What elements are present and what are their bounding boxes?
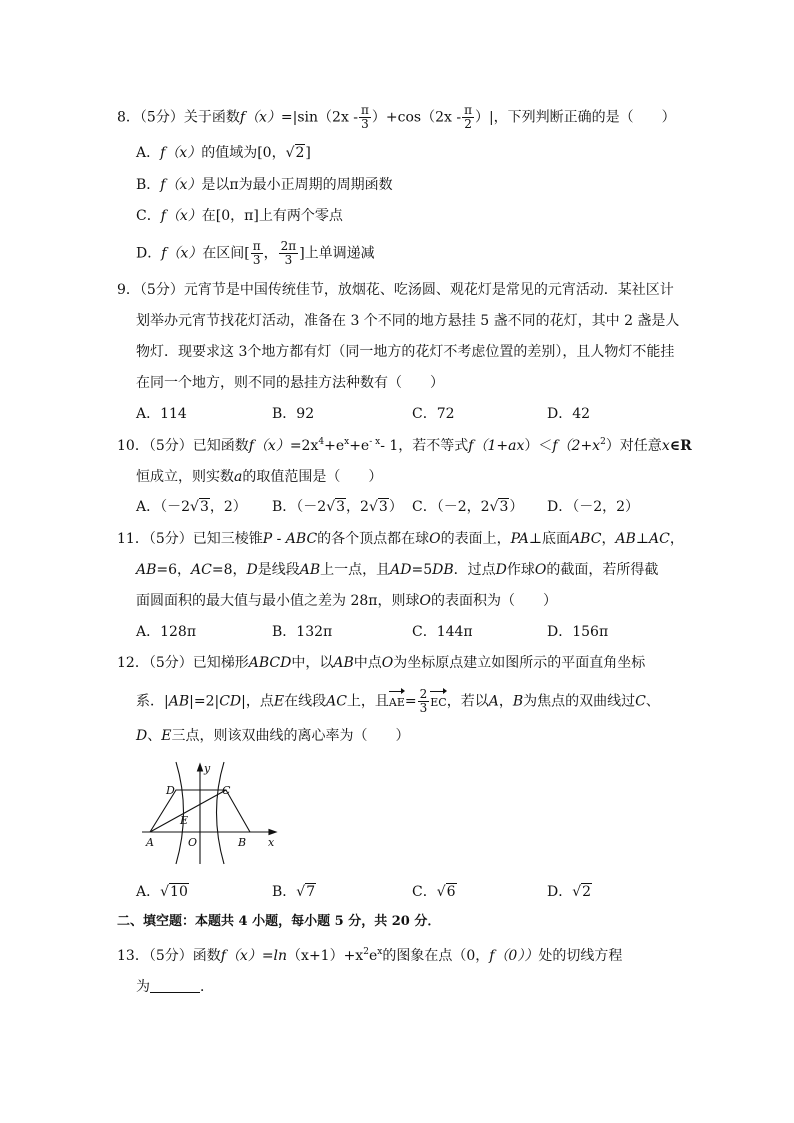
exponent: 2 [363, 947, 369, 957]
math-term: AB [615, 531, 636, 547]
vector-ae: AE [389, 693, 405, 713]
option-text: C．（－2，2 [412, 499, 490, 515]
exponent: - x [369, 437, 381, 447]
stem-text: 的各个顶点都在球 [317, 531, 430, 547]
math-term: A [488, 693, 499, 710]
stem-text: 、 [645, 693, 660, 710]
function-name: f（x） [160, 208, 202, 224]
q11-option-b: B．132π [272, 624, 333, 640]
q11-number: 11．（5分）已知三棱锥 [117, 531, 263, 547]
option-text: ） [388, 499, 403, 515]
q11-stem-line2 [136, 560, 658, 580]
stem-text: |=2| [189, 693, 220, 710]
label-b: B [238, 836, 247, 849]
stem-text: ，若以 [446, 693, 489, 710]
stem-text: ， [498, 693, 513, 710]
option-text: ] [305, 145, 311, 161]
math-term: CD [219, 693, 242, 710]
sqrt: √3 [368, 499, 388, 515]
stem-text: 作球 [506, 562, 535, 578]
sqrt: √10 [160, 884, 188, 900]
math-term: AC [326, 693, 347, 710]
variable: a [234, 469, 243, 485]
sqrt: √2 [572, 884, 592, 900]
stem-text: 系．| [136, 693, 169, 710]
option-letter: B． [272, 884, 297, 900]
expr-part: e [368, 948, 378, 964]
q9-stem-line1: 9．（5分）元宵节是中国传统佳节，放烟花、吃汤圆、观花灯是常见的元宵活动．某社区计 [117, 282, 674, 298]
expr-part: 处的切线方程 [538, 948, 623, 964]
expr-part: = [261, 948, 274, 964]
label-y: y [204, 762, 211, 775]
stem-text: ， [601, 531, 616, 547]
stem-text: ．过点 [453, 562, 496, 578]
expr-part: ）对任意 [605, 438, 662, 454]
fraction [251, 240, 263, 267]
fraction [279, 240, 299, 267]
stem-text: 的取值范围是（ ） [242, 469, 383, 485]
q9-option-b: B．92 [272, 406, 315, 422]
separator: ， [263, 245, 278, 262]
expr-part: 的图象在点（0， [382, 948, 490, 964]
x-axis-arrow [269, 830, 276, 835]
fraction [359, 104, 371, 131]
expr-part: =2x [289, 438, 319, 454]
expr-part: =|sin（2x - [280, 109, 359, 126]
option-letter: D． [547, 884, 573, 900]
vector-ec: EC [430, 693, 446, 713]
function-name: f（x） [161, 245, 203, 262]
math-term: D [495, 562, 507, 578]
stem-text: ． [200, 979, 214, 995]
sqrt: √6 [436, 884, 456, 900]
q10-stem-line1 [117, 436, 692, 456]
radicand: 3 [499, 499, 509, 515]
q9-stem-line3: 物灯．现要求这 3个地方都有灯（同一地方的花灯不考虑位置的差别），且人物灯不能挂 [136, 344, 675, 360]
radicand: 7 [306, 884, 316, 900]
stem-text: 中，以 [291, 655, 334, 671]
expr-part: ）|，下列判断正确的是（ ） [474, 109, 676, 126]
option-text: 在[0，π]上有两个零点 [201, 208, 343, 224]
math-term: AB [136, 562, 157, 578]
sqrt: √3 [190, 499, 209, 515]
radicand: 2 [295, 145, 305, 161]
option-letter: A． [136, 884, 161, 900]
q10-stem-line2 [136, 467, 382, 487]
q9-stem-line2: 划举办元宵节找花灯活动，准备在 3 个不同的地方悬挂 5 盏不同的花灯，其中 2 盏是人 [136, 313, 680, 329]
label-a: A [146, 836, 154, 849]
option-text: 在区间[ [202, 245, 250, 262]
expr-part: ）+cos（2x - [371, 109, 462, 126]
math-term: O [419, 593, 431, 609]
math-term: AD [390, 562, 412, 578]
denominator: 3 [419, 701, 428, 715]
q11-stem-line1 [117, 529, 684, 549]
function-name: f（x） [239, 109, 281, 126]
q8-option-c [136, 206, 343, 226]
q8-option-a [136, 143, 311, 163]
label-x: x [268, 836, 275, 849]
option-text: B．（－2 [272, 499, 327, 515]
stem-text: ， [669, 531, 684, 547]
label-d: D [166, 784, 175, 797]
q9-stem-line4: 在同一个地方，则不同的悬挂方法种数有（ ） [136, 375, 444, 391]
stem-text: 上，且 [346, 693, 389, 710]
option-text: ，2 [346, 499, 369, 515]
left-hyperbola-branch [176, 762, 184, 864]
math-term: E [161, 728, 172, 744]
q9-option-c: C．72 [412, 406, 455, 422]
q13-stem-line1 [117, 946, 622, 966]
stem-text: 为坐标原点建立如图所示的平面直角坐标 [393, 655, 646, 671]
q12-stem-line3 [136, 726, 409, 746]
variable: x [661, 438, 670, 454]
expr-part: - 1，若不等式 [380, 438, 469, 454]
numerator: π [361, 103, 369, 117]
q10-number: 10．（5分）已知函数 [117, 438, 249, 454]
q12-option-c [412, 882, 457, 902]
label-c: C [222, 784, 231, 797]
option-letter: C． [412, 884, 437, 900]
stem-text: 恒成立，则实数 [136, 469, 234, 485]
option-text: ]上单调递减 [299, 245, 375, 262]
math-term: ABC [570, 531, 602, 547]
q11-option-a: A．128π [136, 624, 197, 640]
math-term: P - ABC [262, 531, 318, 547]
option-text: 是以π为最小正周期的周期函数 [201, 177, 393, 193]
sqrt: √7 [296, 884, 316, 900]
radicand: 3 [199, 499, 209, 515]
section-heading: 二、填空题：本题共 4 小题，每小题 5 分，共 20 分． [117, 914, 441, 929]
expr-part: ）＜ [524, 438, 553, 454]
q13-stem-line2 [136, 977, 214, 997]
q8-stem [117, 104, 676, 131]
fraction [462, 104, 474, 131]
option-letter: C． [136, 208, 161, 224]
q12-stem-line2 [136, 688, 660, 715]
expr-part: f（0）） [489, 948, 539, 964]
stem-text: =5 [411, 562, 433, 578]
radicand: 6 [446, 884, 456, 900]
math-term: D [136, 728, 148, 744]
option-letter: A． [136, 145, 161, 161]
sqrt: √2 [285, 145, 305, 161]
math-term: D [246, 562, 258, 578]
math-term: O [381, 655, 394, 671]
stem-text: 的表面上， [440, 531, 511, 547]
numerator: 2 [419, 687, 428, 701]
denominator: 3 [361, 117, 369, 131]
math-term: DB [432, 562, 454, 578]
numerator: π [464, 103, 472, 117]
q8-number: 8．（5分）关于函数 [117, 109, 240, 126]
expr-part: （x+1）+x [287, 948, 364, 964]
math-term: AC [649, 531, 670, 547]
stem-text: 三点，则该双曲线的离心率为（ ） [171, 728, 410, 744]
q13-number: 13．（5分）函数 [117, 948, 221, 964]
exponent: x [344, 437, 350, 447]
q11-stem-line3 [136, 591, 557, 611]
expr-part: +e [349, 438, 370, 454]
radicand: 2 [582, 884, 592, 900]
stem-text: 为焦点的双曲线过 [523, 693, 636, 710]
answer-blank[interactable] [150, 978, 200, 993]
stem-text: = [404, 693, 417, 710]
q12-option-b [272, 882, 316, 902]
stem-text: ⊥ [635, 531, 650, 547]
option-text: ，2） [209, 499, 247, 515]
function-name: f（x） [160, 177, 202, 193]
option-text: ） [509, 499, 524, 515]
q12-option-d [547, 882, 592, 902]
math-term: ABCD [248, 655, 292, 671]
math-term: O [429, 531, 441, 547]
q10-option-b [272, 497, 403, 517]
q12-number: 12．（5分）已知梯形 [117, 655, 249, 671]
stem-text: |，点 [241, 693, 274, 710]
radicand: 3 [378, 499, 388, 515]
stem-text: 的截面，若所得截 [546, 562, 659, 578]
exponent: 2 [600, 437, 606, 447]
sqrt: √3 [326, 499, 346, 515]
radicand: 3 [336, 499, 346, 515]
denominator: 3 [252, 253, 261, 267]
label-e: E [180, 814, 189, 827]
exponent: 4 [318, 437, 325, 447]
math-term: AB [168, 693, 190, 710]
q9-option-a: A．114 [136, 406, 187, 422]
option-letter: D． [136, 245, 162, 262]
stem-text: 是线段 [257, 562, 300, 578]
math-term: B [512, 693, 524, 710]
math-term: AB [333, 655, 354, 671]
q8-option-d [136, 240, 375, 267]
function-name: f（x） [220, 948, 262, 964]
stem-text: =8， [211, 562, 247, 578]
q10-option-d: D．（－2，2） [547, 499, 640, 515]
q12-stem-line1 [117, 653, 645, 673]
numerator: 2π [280, 239, 297, 253]
stem-text: 中点 [353, 655, 382, 671]
math-term: AC [191, 562, 212, 578]
option-text: 的值域为[0， [201, 145, 286, 161]
function-name: f（x） [160, 145, 202, 161]
q8-option-b [136, 175, 393, 195]
label-o: O [188, 836, 198, 849]
option-text: A．（－2 [136, 499, 191, 515]
math-term: AB [299, 562, 321, 578]
stem-text: 的表面积为（ ） [430, 593, 557, 609]
stem-text: 在线段 [284, 693, 327, 710]
stem-text: 、 [147, 728, 162, 744]
exponent: x [377, 947, 383, 957]
q11-option-d: D．156π [547, 624, 609, 640]
stem-text: 为 [136, 979, 150, 995]
option-letter: B． [136, 177, 161, 193]
q9-option-d: D．42 [547, 406, 591, 422]
q10-option-c [412, 497, 523, 517]
expr-part: f（2+x [552, 438, 601, 454]
expr-part: f（1+ [468, 438, 509, 454]
y-axis-arrow [198, 764, 203, 771]
expr-part: ∈R [669, 438, 692, 454]
stem-text: 面圆面积的最大值与最小值之差为 28π，则球 [136, 593, 420, 609]
math-term: O [534, 562, 547, 578]
denominator: 2 [464, 117, 472, 131]
stem-text: =6， [156, 562, 192, 578]
fraction [418, 688, 430, 715]
q11-option-c: C．144π [412, 624, 473, 640]
math-term: E [273, 693, 285, 710]
sqrt: √3 [489, 499, 509, 515]
expr-part: +e [324, 438, 345, 454]
expr-part: ax [508, 438, 525, 454]
math-term: C [635, 693, 646, 710]
math-term: PA [510, 531, 529, 547]
expr-part: ln [273, 948, 288, 964]
denominator: 3 [284, 253, 293, 267]
right-hyperbola-branch [217, 762, 225, 864]
stem-text: 上一点，且 [320, 562, 391, 578]
q12-option-a [136, 882, 189, 902]
q10-option-a [136, 497, 247, 517]
function-name: f（x） [248, 438, 290, 454]
radicand: 10 [170, 884, 188, 900]
hyperbola-trapezoid-figure [136, 760, 286, 868]
numerator: π [252, 239, 261, 253]
stem-text: ⊥底面 [528, 531, 571, 547]
